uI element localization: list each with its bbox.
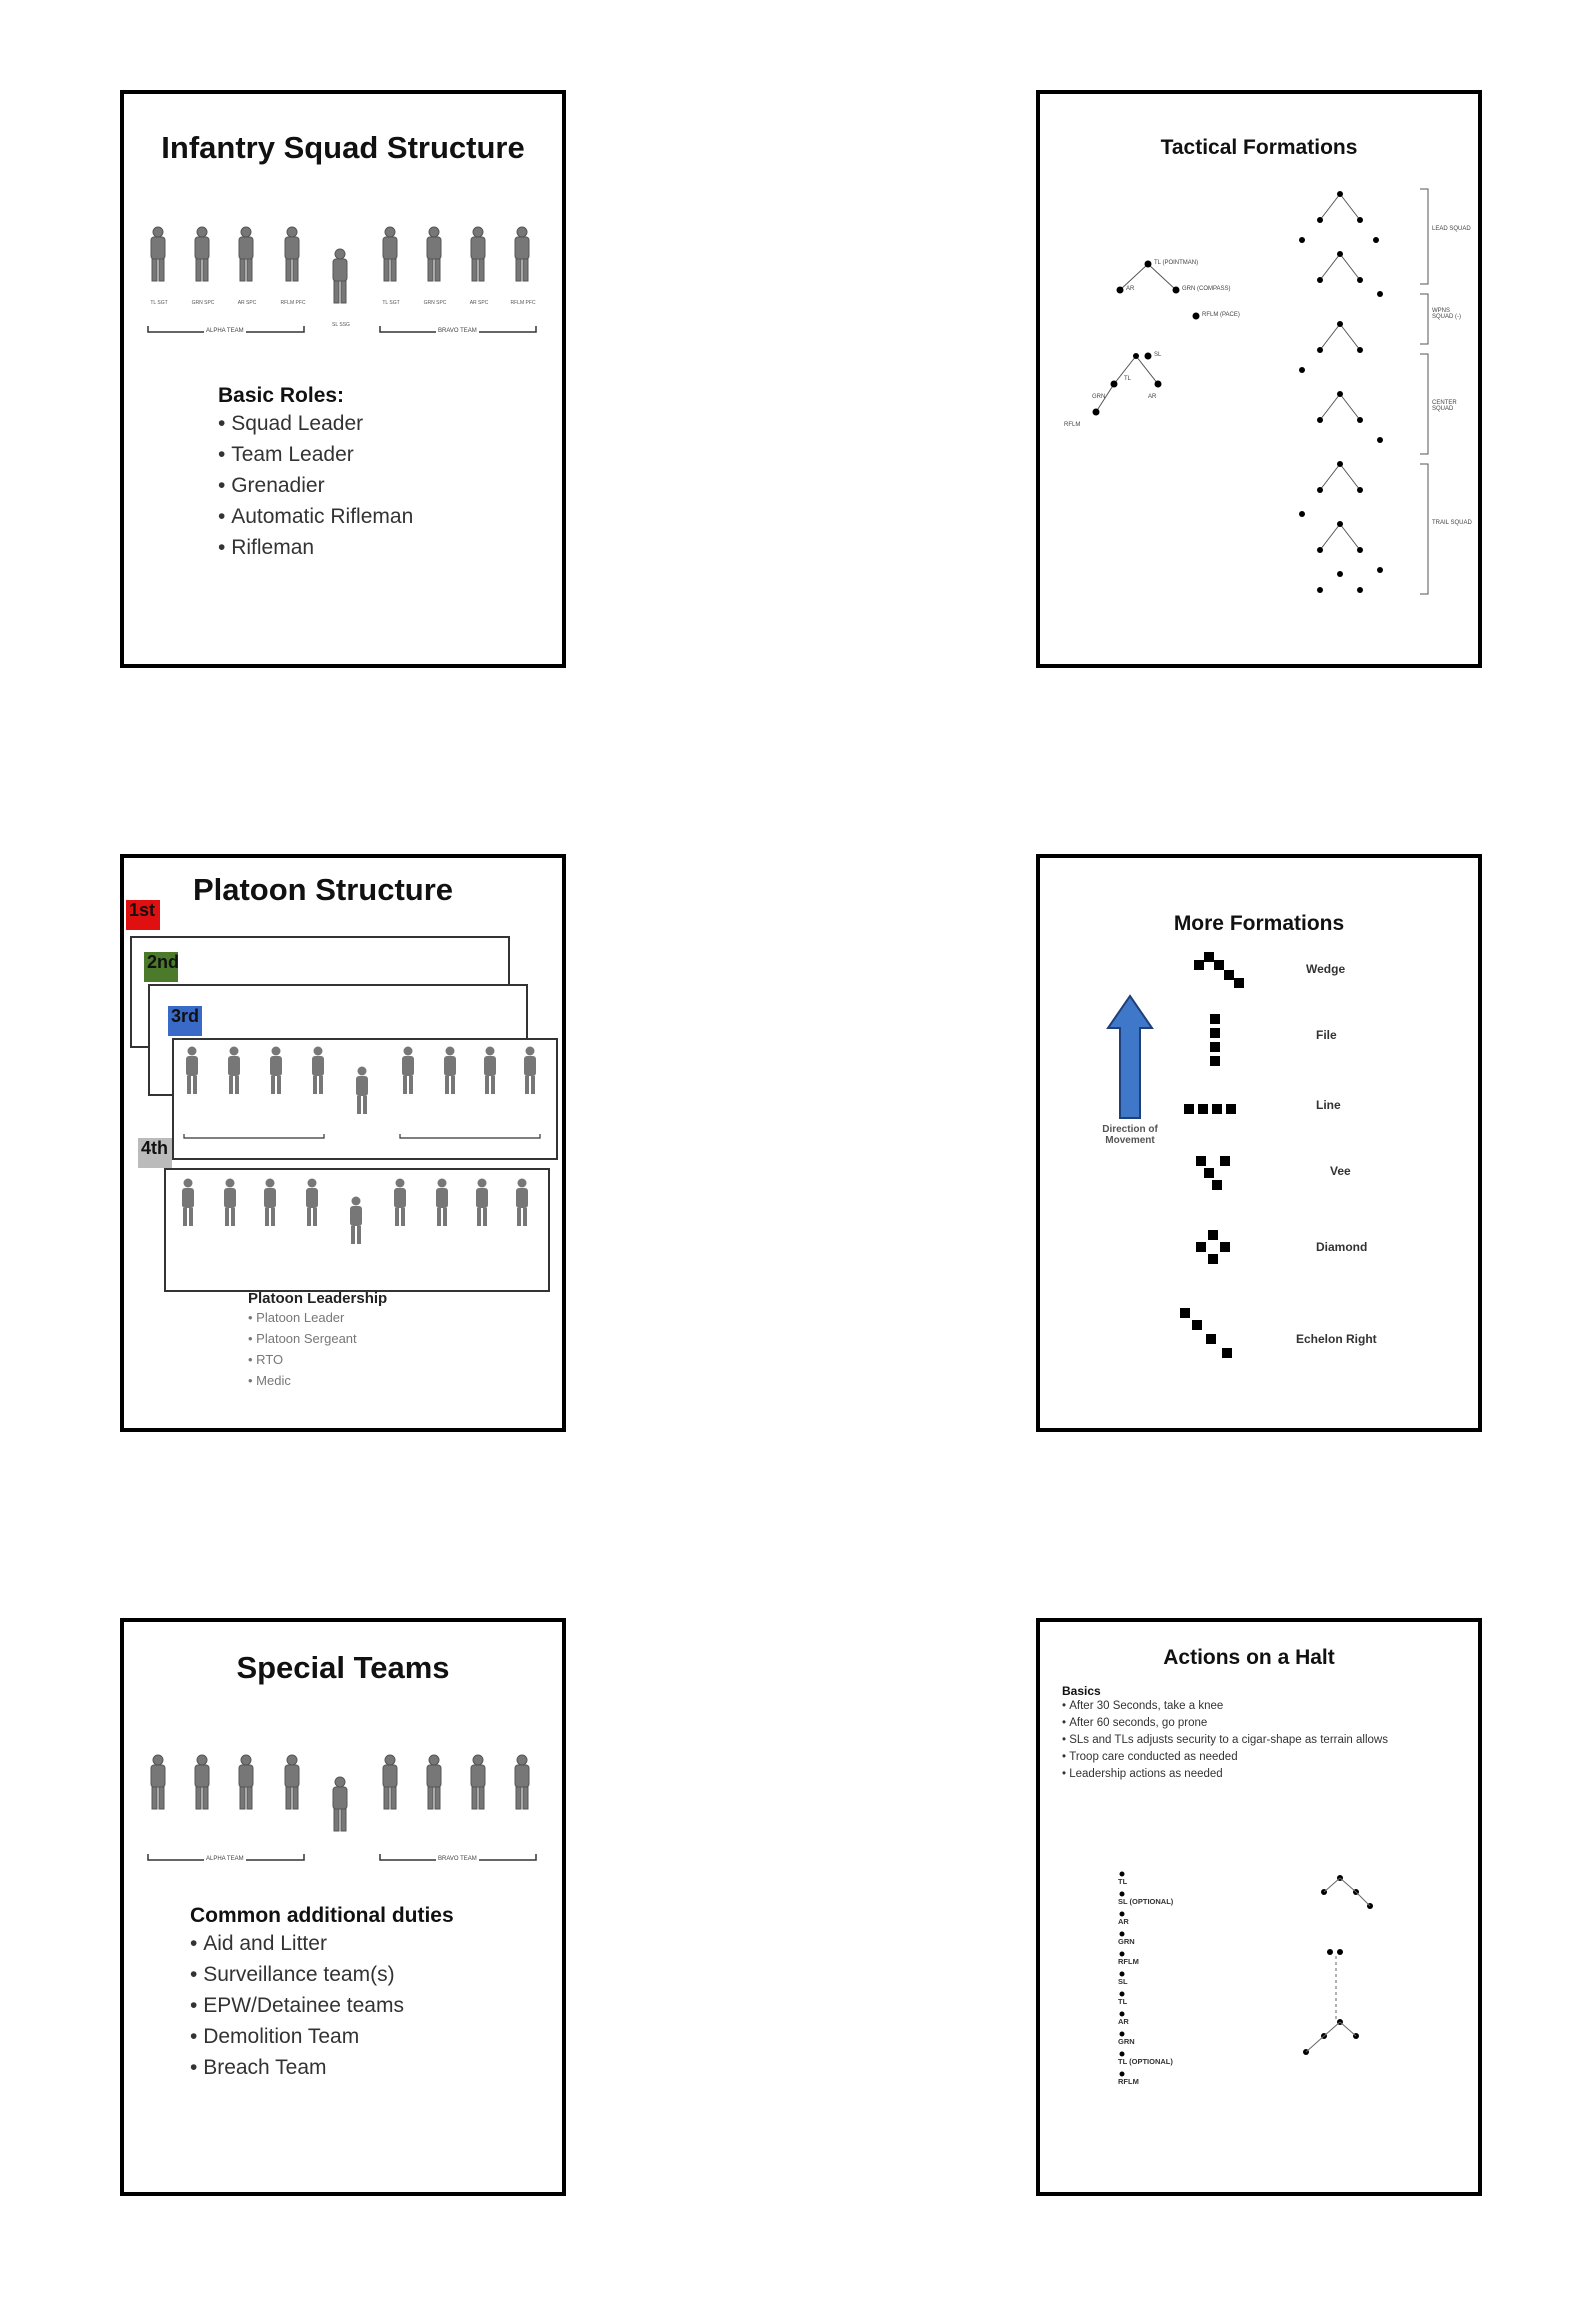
basics-item: • SLs and TLs adjusts security to a cigar-shape as terrain allows — [1062, 1732, 1452, 1749]
slide-actions-on-halt[interactable] — [1036, 1618, 1482, 2196]
caption-ar-b: AR SPC — [469, 300, 489, 306]
tag-1st-label: 1st — [129, 900, 156, 920]
leadership-item: • Platoon Sergeant — [248, 1328, 387, 1349]
slide-title: Tactical Formations — [1160, 136, 1358, 159]
file-item: RFLM — [1118, 1957, 1139, 1966]
role-item: • Automatic Rifleman — [218, 501, 413, 532]
caption-ar: AR SPC — [237, 300, 257, 306]
tactical-formation-diagram — [1040, 94, 1478, 664]
special-figure-row — [138, 1750, 548, 1890]
role-item: • Rifleman — [218, 532, 413, 563]
label-wedge: Wedge — [1306, 962, 1346, 976]
label-line: Line — [1316, 1098, 1341, 1112]
file-item: TL — [1118, 1997, 1128, 2006]
slide-title: Infantry Squad Structure — [161, 130, 525, 165]
basics-item: • Troop care conducted as needed — [1062, 1749, 1452, 1766]
basics-item: • After 60 seconds, go prone — [1062, 1715, 1452, 1732]
role-item: • Grenadier — [218, 470, 413, 501]
caption-rflm-b: RFLM PFC — [510, 300, 536, 306]
tag-4th-label: 4th — [141, 1138, 168, 1158]
caption-grn-b: GRN SPC — [423, 300, 447, 306]
caption-sl: SL SSG — [332, 322, 350, 328]
direction-label: Direction of Movement — [1102, 1124, 1158, 1146]
label-grn-compass: GRN (COMPASS) — [1182, 286, 1231, 292]
file-item: GRN — [1118, 2037, 1135, 2046]
leadership-item: • Platoon Leader — [248, 1307, 387, 1328]
file-item: TL — [1118, 1877, 1128, 1886]
label-echelon-right: Echelon Right — [1296, 1332, 1377, 1346]
file-item: GRN — [1118, 1937, 1135, 1946]
caption-tl-b: TL SGT — [382, 300, 400, 306]
duties-heading: Common additional duties — [190, 1904, 454, 1927]
label-vee: Vee — [1330, 1164, 1351, 1178]
roles-list — [218, 408, 413, 563]
slide-squad-structure[interactable] — [120, 90, 566, 668]
squad-box-3 — [172, 1038, 558, 1160]
label-ar-2: AR — [1148, 394, 1157, 400]
role-item: • Squad Leader — [218, 408, 413, 439]
leadership-list — [248, 1307, 387, 1391]
leadership-block — [248, 1290, 387, 1391]
tag-2nd-squad — [144, 952, 178, 982]
tag-3rd-squad — [168, 1006, 202, 1036]
leadership-item: • Medic — [248, 1370, 387, 1391]
bravo-team-label: BRAVO TEAM — [438, 328, 477, 334]
slide-title: Actions on a Halt — [1163, 1646, 1335, 1669]
halt-file-list — [1118, 1872, 1173, 2092]
duty-item: • EPW/Detainee teams — [190, 1990, 454, 2021]
duties-list — [190, 1928, 454, 2083]
label-file: File — [1316, 1028, 1337, 1042]
label-tl: TL — [1124, 376, 1132, 382]
slide-platoon-structure[interactable] — [120, 854, 566, 1432]
tag-4th-squad — [138, 1138, 172, 1168]
tag-2nd-label: 2nd — [147, 952, 180, 972]
tag-1st-squad — [126, 900, 160, 930]
caption-grn: GRN SPC — [191, 300, 215, 306]
alpha-team-label: ALPHA TEAM — [206, 1856, 244, 1862]
duty-item: • Aid and Litter — [190, 1928, 454, 1959]
caption-rflm: RFLM PFC — [280, 300, 306, 306]
slide-more-formations[interactable] — [1036, 854, 1482, 1432]
weapons-squad-box — [164, 1168, 550, 1292]
label-grn: GRN — [1092, 394, 1106, 400]
file-item: SL — [1118, 1977, 1128, 1986]
slide-special-teams[interactable] — [120, 1618, 566, 2196]
basics-list — [1062, 1698, 1452, 1783]
tag-3rd-label: 3rd — [171, 1006, 200, 1026]
alpha-team-label: ALPHA TEAM — [206, 328, 244, 334]
label-diamond: Diamond — [1316, 1240, 1368, 1254]
basics-item: • After 30 Seconds, take a knee — [1062, 1698, 1452, 1715]
file-item: AR — [1118, 2017, 1129, 2026]
duty-item: • Surveillance team(s) — [190, 1959, 454, 1990]
label-center-squad: CENTER SQUAD — [1432, 400, 1457, 412]
label-lead-squad: LEAD SQUAD — [1432, 226, 1471, 232]
roles-heading: Basic Roles: — [218, 384, 345, 407]
label-rflm: RFLM — [1064, 422, 1081, 428]
special-soldiers-graphic — [138, 1750, 548, 1890]
weapons-squad-soldiers — [166, 1170, 548, 1290]
leadership-heading: Platoon Leadership — [248, 1290, 388, 1307]
slide-tactical-formations[interactable] — [1036, 90, 1482, 668]
halt-basics-block — [1062, 1684, 1452, 1783]
label-rflm-pace: RFLM (PACE) — [1202, 312, 1240, 318]
duty-item: • Breach Team — [190, 2052, 454, 2083]
basics-item: • Leadership actions as needed — [1062, 1766, 1452, 1783]
file-item: RFLM — [1118, 2077, 1139, 2086]
duties-block — [190, 1904, 454, 2083]
caption-tl: TL SGT — [150, 300, 168, 306]
leadership-item: • RTO — [248, 1349, 387, 1370]
roles-block — [218, 384, 413, 563]
label-wpns-squad: WPNS SQUAD (-) — [1432, 308, 1461, 320]
role-item: • Team Leader — [218, 439, 413, 470]
file-item: TL (OPTIONAL) — [1118, 2057, 1173, 2066]
bravo-team-label: BRAVO TEAM — [438, 1856, 477, 1862]
slide-title: More Formations — [1173, 912, 1345, 935]
squad-figure-row — [138, 222, 548, 362]
label-sl: SL — [1154, 352, 1162, 358]
duty-item: • Demolition Team — [190, 2021, 454, 2052]
file-item: SL (OPTIONAL) — [1118, 1897, 1174, 1906]
direction-arrow-icon — [1100, 994, 1160, 1124]
basics-heading: Basics — [1062, 1684, 1101, 1698]
squad-soldiers-graphic — [138, 222, 548, 362]
label-tl-pointman: TL (POINTMAN) — [1154, 260, 1199, 266]
label-ar: AR — [1126, 286, 1135, 292]
slide-title: Platoon Structure — [192, 872, 454, 907]
slide-title: Special Teams — [236, 1650, 450, 1685]
file-item: AR — [1118, 1917, 1129, 1926]
squad-3-soldiers — [174, 1040, 556, 1158]
label-trail-squad: TRAIL SQUAD — [1432, 520, 1472, 526]
